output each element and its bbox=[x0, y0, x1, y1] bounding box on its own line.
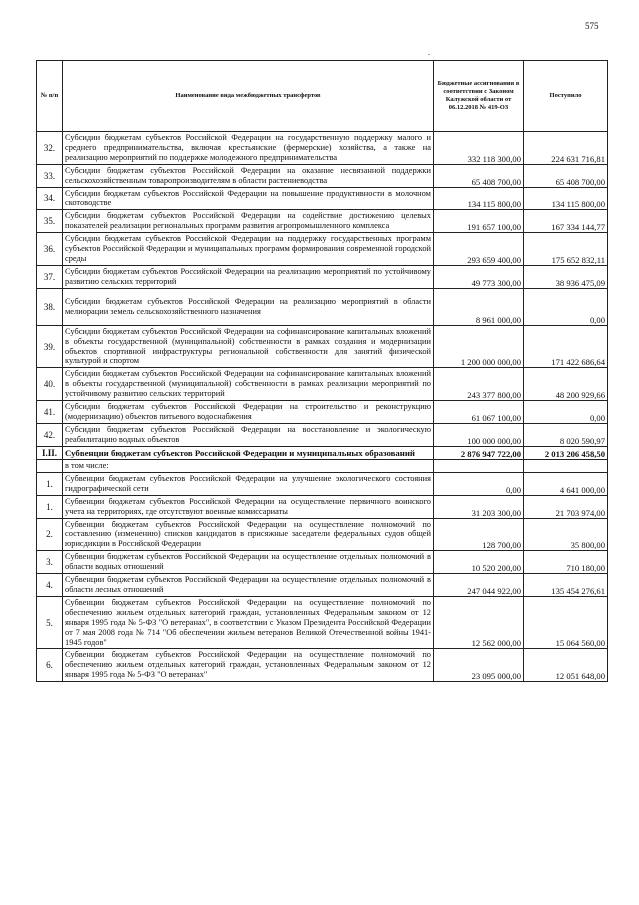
row-description: Субвенции бюджетам субъектов Российской Федерации и муниципальных образований bbox=[63, 446, 434, 459]
row-received-amount: 171 422 686,64 bbox=[524, 325, 608, 368]
row-budget-amount: 191 657 100,00 bbox=[434, 210, 524, 233]
row-budget-amount: 1 200 000 000,00 bbox=[434, 325, 524, 368]
row-budget-amount: 23 095 000,00 bbox=[434, 649, 524, 682]
row-number: 38. bbox=[37, 288, 63, 325]
row-budget-amount: 8 961 000,00 bbox=[434, 288, 524, 325]
row-description: Субсидии бюджетам субъектов Российской Федерации на восстановление и экологическую реабилитацию водных объектов bbox=[63, 423, 434, 446]
row-received-amount: 175 652 832,11 bbox=[524, 233, 608, 266]
row-budget-amount: 65 408 700,00 bbox=[434, 164, 524, 187]
table-row bbox=[37, 446, 608, 459]
row-number: 1. bbox=[37, 495, 63, 518]
row-number: 6. bbox=[37, 649, 63, 682]
row-budget-amount: 0,00 bbox=[434, 472, 524, 495]
table-row bbox=[37, 574, 608, 597]
row-description: Субвенции бюджетам субъектов Российской Федерации на осуществление полномочий по обеспечению жильем отдельных категорий граждан, установленных Федеральным законом от 12 января 1995 года № 5-ФЗ "О ветеранах" bbox=[63, 649, 434, 682]
row-received-amount: 12 051 648,00 bbox=[524, 649, 608, 682]
table-row bbox=[37, 210, 608, 233]
row-received-amount: 224 631 716,81 bbox=[524, 132, 608, 165]
row-description: Субвенции бюджетам субъектов Российской Федерации на улучшение экологического состояния гидрографической сети bbox=[63, 472, 434, 495]
row-received-amount: 48 200 929,66 bbox=[524, 368, 608, 401]
row-number: 36. bbox=[37, 233, 63, 266]
row-description: Субсидии бюджетам субъектов Российской Федерации на содействие достижению целевых показателей реализации региональных программ развития агропромышленного комплекса bbox=[63, 210, 434, 233]
table-row bbox=[37, 187, 608, 210]
row-number: 1. bbox=[37, 472, 63, 495]
row-budget-amount: 31 203 300,00 bbox=[434, 495, 524, 518]
row-received-amount: 8 020 590,97 bbox=[524, 423, 608, 446]
row-budget-amount: 2 876 947 722,00 bbox=[434, 446, 524, 459]
row-number: 3. bbox=[37, 551, 63, 574]
row-budget-amount: 100 000 000,00 bbox=[434, 423, 524, 446]
row-budget-amount: 293 659 400,00 bbox=[434, 233, 524, 266]
row-number: 40. bbox=[37, 368, 63, 401]
row-received-amount: 65 408 700,00 bbox=[524, 164, 608, 187]
row-budget-amount: 332 118 300,00 bbox=[434, 132, 524, 165]
row-budget-amount: 243 377 800,00 bbox=[434, 368, 524, 401]
row-received-amount: 21 703 974,00 bbox=[524, 495, 608, 518]
table-row bbox=[37, 596, 608, 649]
header-name: Наименование вида межбюджетных трансфертов bbox=[63, 61, 434, 132]
table-row bbox=[37, 518, 608, 551]
row-number: 5. bbox=[37, 596, 63, 649]
row-received-amount: 35 800,00 bbox=[524, 518, 608, 551]
row-description: Субвенции бюджетам субъектов Российской Федерации на осуществление отдельных полномочий в области лесных отношений bbox=[63, 574, 434, 597]
row-budget-amount: 12 562 000,00 bbox=[434, 596, 524, 649]
row-number: 2. bbox=[37, 518, 63, 551]
table-row bbox=[37, 132, 608, 165]
row-number: 4. bbox=[37, 574, 63, 597]
row-received-amount: 15 064 560,00 bbox=[524, 596, 608, 649]
row-budget-amount: 247 044 922,00 bbox=[434, 574, 524, 597]
row-budget-amount: 61 067 100,00 bbox=[434, 401, 524, 424]
row-description: Субсидии бюджетам субъектов Российской Федерации на реализацию мероприятий в области мелиорации земель сельскохозяйственного назначения bbox=[63, 288, 434, 325]
row-received-amount: 0,00 bbox=[524, 288, 608, 325]
row-description: Субвенции бюджетам субъектов Российской Федерации на осуществление полномочий по обеспечению жильем отдельных категорий граждан, установленных Федеральным законом от 12 января 1995 года № 5-ФЗ "О ветеранах", в соответствии с Указом Президента Российской Федерации от 7 мая 2008 года № 714 "Об обеспечении жильем ветеранов Великой Отечественной войны 1941-1945 годов" bbox=[63, 596, 434, 649]
row-description: Субсидии бюджетам субъектов Российской Федерации на софинансирование капитальных вложений в объекты государственной (муниципальной) собственности в рамках создания и модернизации объектов спортивной инфраструктуры региональной собственности для занятий физической культурой и спортом bbox=[63, 325, 434, 368]
row-received-amount: 38 936 475,09 bbox=[524, 265, 608, 288]
row-description: Субвенции бюджетам субъектов Российской Федерации на осуществление полномочий по составлению (изменению) списков кандидатов в присяжные заседатели федеральных судов общей юрисдикции в Российской Федерации bbox=[63, 518, 434, 551]
header-received: Поступило bbox=[524, 61, 608, 132]
table-row bbox=[37, 649, 608, 682]
row-number: 33. bbox=[37, 164, 63, 187]
row-description: Субсидии бюджетам субъектов Российской Федерации на софинансирование капитальных вложений в объекты государственной (муниципальной) собственности в рамках реализации мероприятий по устойчивому развитию сельских территорий bbox=[63, 368, 434, 401]
row-number: 37. bbox=[37, 265, 63, 288]
row-description: Субсидии бюджетам субъектов Российской Федерации на государственную поддержку малого и среднего предпринимательства, включая крестьянские (фермерские) хозяйства, а также на реализацию мероприятий по поддержке молодежного предпринимательства bbox=[63, 132, 434, 165]
table-row bbox=[37, 472, 608, 495]
header-num: № п/п bbox=[37, 61, 63, 132]
table-row bbox=[37, 164, 608, 187]
row-description: Субвенции бюджетам субъектов Российской Федерации на осуществление отдельных полномочий в области водных отношений bbox=[63, 551, 434, 574]
row-number: I.II. bbox=[37, 446, 63, 459]
table-row bbox=[37, 288, 608, 325]
row-budget-amount: 128 700,00 bbox=[434, 518, 524, 551]
row-number: 41. bbox=[37, 401, 63, 424]
table-row bbox=[37, 460, 608, 473]
row-budget-amount: 134 115 800,00 bbox=[434, 187, 524, 210]
row-budget-amount: 49 773 300,00 bbox=[434, 265, 524, 288]
row-received-amount: 0,00 bbox=[524, 401, 608, 424]
row-description: Субсидии бюджетам субъектов Российской Федерации на строительство и реконструкцию (модернизацию) объектов питьевого водоснабжения bbox=[63, 401, 434, 424]
table-row bbox=[37, 368, 608, 401]
transfers-table bbox=[36, 60, 608, 682]
row-received-amount: 167 334 144,77 bbox=[524, 210, 608, 233]
row-number: 35. bbox=[37, 210, 63, 233]
row-number bbox=[37, 460, 63, 473]
row-number: 39. bbox=[37, 325, 63, 368]
row-description: Субсидии бюджетам субъектов Российской Федерации на поддержку государственных программ субъектов Российской Федерации и муниципальных программ формирования современной городской среды bbox=[63, 233, 434, 266]
stray-mark: . bbox=[428, 48, 430, 57]
table-body bbox=[37, 132, 608, 682]
row-budget-amount: 10 520 200,00 bbox=[434, 551, 524, 574]
row-received-amount: 134 115 800,00 bbox=[524, 187, 608, 210]
table-row bbox=[37, 401, 608, 424]
row-description: в том числе: bbox=[63, 460, 434, 473]
row-received-amount: 710 180,00 bbox=[524, 551, 608, 574]
header-budget: Бюджетные ассигнования в соответствии с Законом Калужской области от 06.12.2018 № 419-ОЗ bbox=[434, 61, 524, 132]
row-received-amount: 135 454 276,61 bbox=[524, 574, 608, 597]
row-description: Субсидии бюджетам субъектов Российской Федерации на оказание несвязанной поддержки сельскохозяйственным товаропроизводителям в области растениеводства bbox=[63, 164, 434, 187]
table-row bbox=[37, 265, 608, 288]
row-number: 32. bbox=[37, 132, 63, 165]
row-received-amount: 2 013 206 458,50 bbox=[524, 446, 608, 459]
row-number: 42. bbox=[37, 423, 63, 446]
table-row bbox=[37, 423, 608, 446]
row-budget-amount bbox=[434, 460, 524, 473]
row-received-amount bbox=[524, 460, 608, 473]
table-row bbox=[37, 233, 608, 266]
table-header-row bbox=[37, 61, 608, 132]
row-number: 34. bbox=[37, 187, 63, 210]
table-row bbox=[37, 325, 608, 368]
row-received-amount: 4 641 000,00 bbox=[524, 472, 608, 495]
row-description: Субсидии бюджетам субъектов Российской Федерации на реализацию мероприятий по устойчивому развитию сельских территорий bbox=[63, 265, 434, 288]
row-description: Субсидии бюджетам субъектов Российской Федерации на повышение продуктивности в молочном скотоводстве bbox=[63, 187, 434, 210]
table-row bbox=[37, 551, 608, 574]
page-number: 575 bbox=[585, 21, 599, 31]
table-row bbox=[37, 495, 608, 518]
row-description: Субвенции бюджетам субъектов Российской Федерации на осуществление первичного воинского учета на территориях, где отсутствуют военные комиссариаты bbox=[63, 495, 434, 518]
